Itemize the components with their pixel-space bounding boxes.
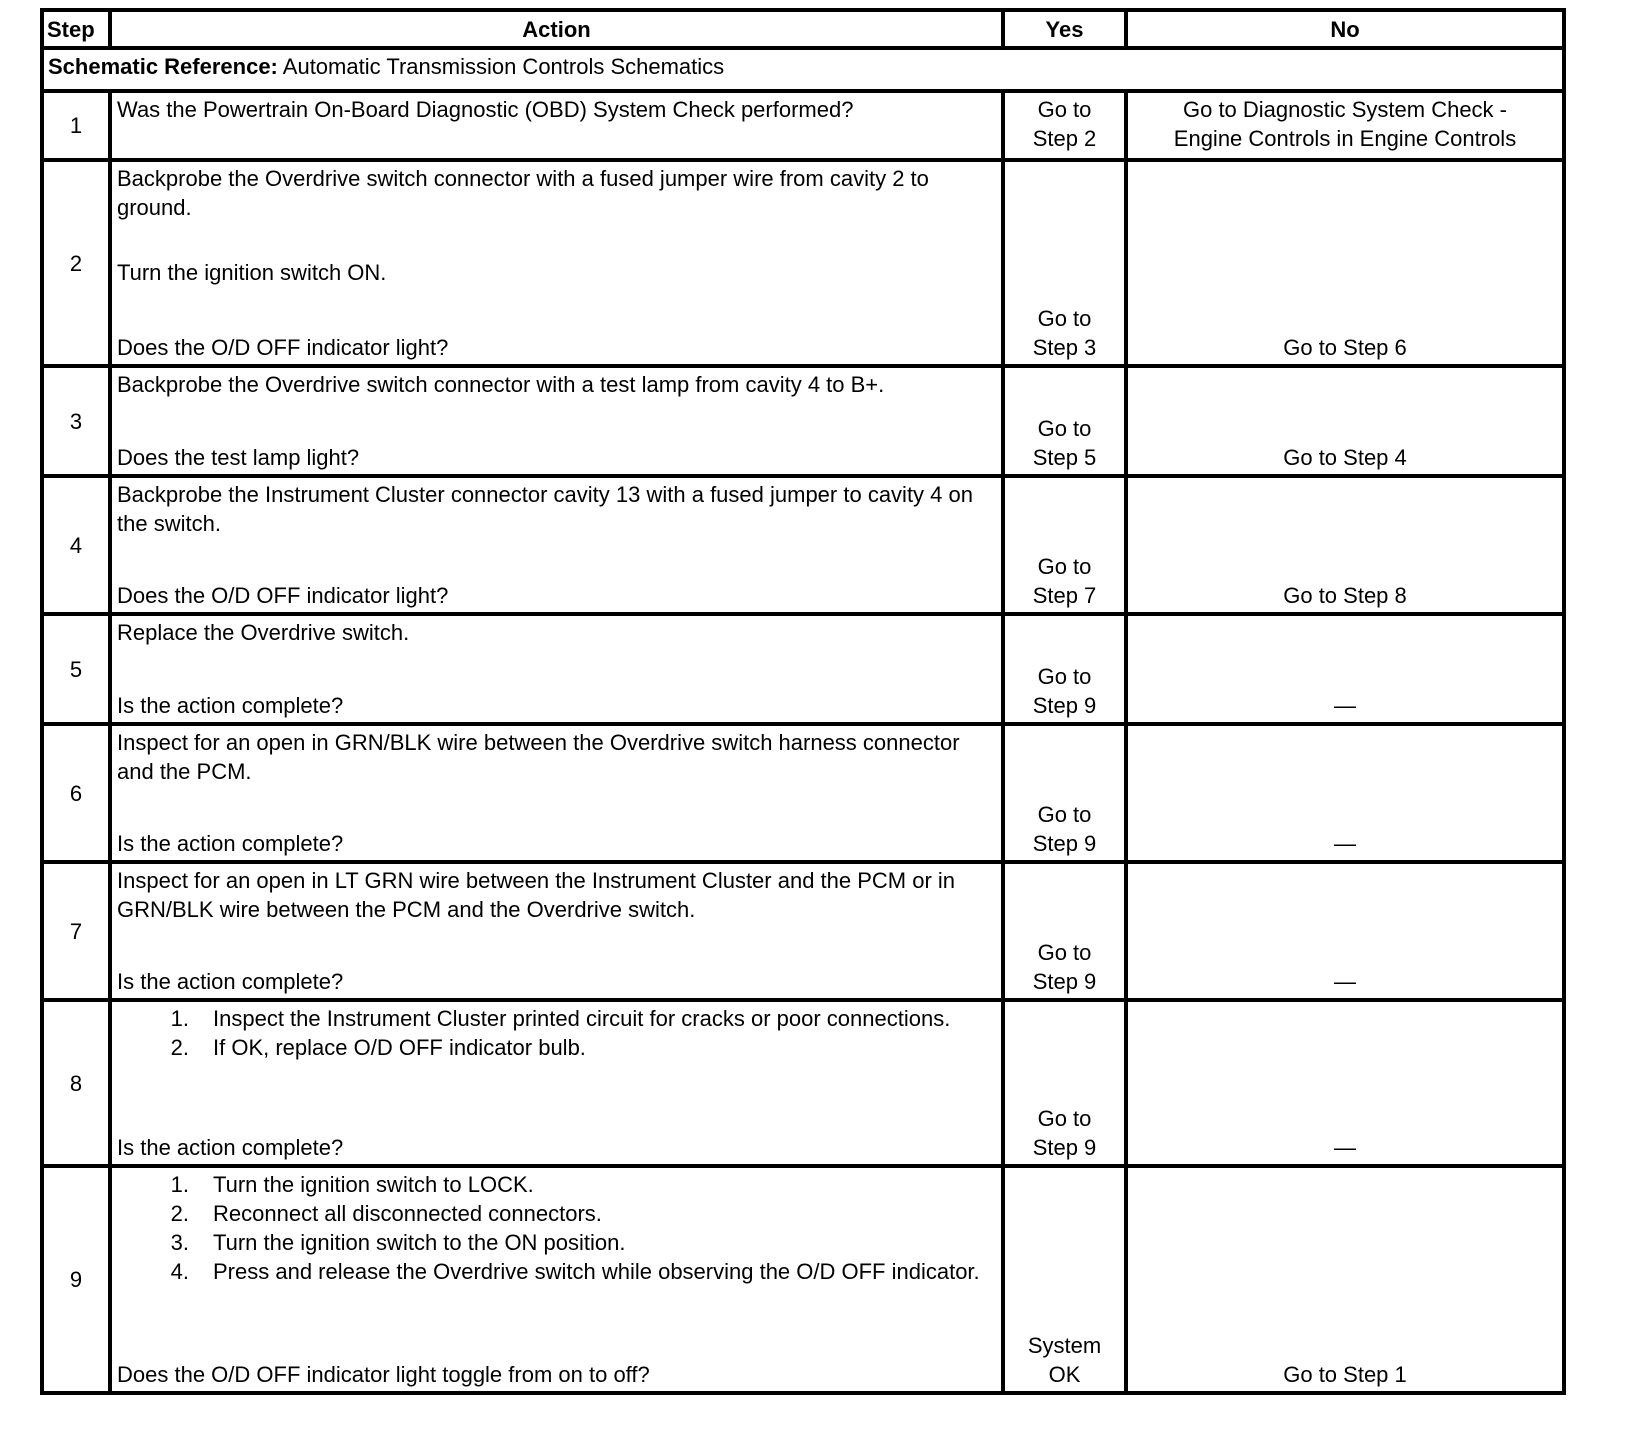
action-question: Does the O/D OFF indicator light? <box>117 583 449 608</box>
action-step-item <box>117 1004 996 1033</box>
action-question: Is the action complete? <box>117 1135 344 1160</box>
action-content <box>117 1170 996 1389</box>
action-content <box>117 1004 996 1162</box>
action-cell <box>110 614 1003 724</box>
table-row <box>42 724 1564 862</box>
action-step-text: If OK, replace O/D OFF indicator bulb. <box>213 1035 586 1060</box>
action-cell <box>110 1000 1003 1166</box>
no-cell: — <box>1126 1000 1564 1166</box>
yes-cell: Go to Step 2 <box>1003 91 1126 160</box>
yes-cell: Go to Step 3 <box>1003 160 1126 366</box>
yes-cell: Go to Step 5 <box>1003 366 1126 476</box>
header-row <box>42 10 1564 48</box>
header-action: Action <box>110 10 1003 48</box>
action-step-number: 4. <box>170 1259 189 1284</box>
action-paragraph: Backprobe the Overdrive switch connector with a test lamp from cavity 4 to B+. <box>117 372 885 397</box>
step-number: 6 <box>42 724 110 862</box>
action-step-text: Inspect the Instrument Cluster printed circuit for cracks or poor connections. <box>213 1006 951 1031</box>
action-cell <box>110 862 1003 1000</box>
action-step-text: Turn the ignition switch to LOCK. <box>213 1172 534 1197</box>
action-step-number: 3. <box>170 1230 189 1255</box>
no-cell: Go to Step 4 <box>1126 366 1564 476</box>
no-cell: Go to Step 8 <box>1126 476 1564 614</box>
schematic-reference-row <box>42 48 1564 91</box>
schematic-text: Automatic Transmission Controls Schematics <box>277 54 725 79</box>
action-step-number: 2. <box>170 1201 189 1226</box>
action-step-text: Press and release the Overdrive switch while observing the O/D OFF indicator. <box>213 1259 980 1284</box>
step-number: 8 <box>42 1000 110 1166</box>
action-steps-list <box>117 1004 996 1062</box>
step-number: 7 <box>42 862 110 1000</box>
action-content <box>117 164 996 362</box>
yes-cell: Go to Step 9 <box>1003 1000 1126 1166</box>
no-cell: — <box>1126 724 1564 862</box>
action-content <box>117 866 996 996</box>
action-paragraph: Inspect for an open in LT GRN wire between the Instrument Cluster and the PCM or in GRN/BLK wire between the PCM and the Overdrive switch. <box>117 868 956 922</box>
step-number: 5 <box>42 614 110 724</box>
action-question: Does the O/D OFF indicator light toggle from on to off? <box>117 1362 650 1387</box>
action-step-text: Turn the ignition switch to the ON position. <box>213 1230 626 1255</box>
action-paragraph: Was the Powertrain On-Board Diagnostic (OBD) System Check performed? <box>117 97 854 122</box>
action-question: Does the test lamp light? <box>117 445 360 470</box>
table-row <box>42 91 1564 160</box>
table-row <box>42 476 1564 614</box>
step-number: 3 <box>42 366 110 476</box>
table-row <box>42 1000 1564 1166</box>
action-cell <box>110 724 1003 862</box>
table-row <box>42 862 1564 1000</box>
action-question: Does the O/D OFF indicator light? <box>117 335 449 360</box>
action-cell <box>110 91 1003 160</box>
action-question: Is the action complete? <box>117 693 344 718</box>
action-content <box>117 480 996 610</box>
action-content <box>117 370 996 472</box>
no-cell: Go to Step 1 <box>1126 1166 1564 1393</box>
action-step-number: 1. <box>170 1006 189 1031</box>
action-cell <box>110 476 1003 614</box>
action-step-item <box>117 1170 996 1199</box>
action-paragraph: Replace the Overdrive switch. <box>117 620 410 645</box>
action-paragraph: Backprobe the Overdrive switch connector with a fused jumper wire from cavity 2 to ground. <box>117 166 929 220</box>
action-question: Is the action complete? <box>117 831 344 856</box>
yes-cell: System OK <box>1003 1166 1126 1393</box>
header-yes: Yes <box>1003 10 1126 48</box>
table-row <box>42 1166 1564 1393</box>
step-number: 2 <box>42 160 110 366</box>
action-content <box>117 95 996 156</box>
step-number: 4 <box>42 476 110 614</box>
action-cell <box>110 366 1003 476</box>
header-step: Step <box>42 10 110 48</box>
action-cell <box>110 160 1003 366</box>
action-step-item <box>117 1199 996 1228</box>
no-cell: — <box>1126 862 1564 1000</box>
no-cell: — <box>1126 614 1564 724</box>
action-content <box>117 618 996 720</box>
schematic-label: Schematic Reference: <box>48 54 278 79</box>
no-cell: Go to Step 6 <box>1126 160 1564 366</box>
action-question: Is the action complete? <box>117 969 344 994</box>
action-step-item <box>117 1257 996 1286</box>
no-cell: Go to Diagnostic System Check - Engine Controls in Engine Controls <box>1126 91 1564 160</box>
yes-cell: Go to Step 7 <box>1003 476 1126 614</box>
action-content <box>117 728 996 858</box>
action-step-item <box>117 1228 996 1257</box>
yes-cell: Go to Step 9 <box>1003 614 1126 724</box>
diagnostic-table <box>40 8 1566 1395</box>
yes-cell: Go to Step 9 <box>1003 862 1126 1000</box>
action-steps-list <box>117 1170 996 1286</box>
yes-cell: Go to Step 9 <box>1003 724 1126 862</box>
action-paragraph: Backprobe the Instrument Cluster connector cavity 13 with a fused jumper to cavity 4 on the switch. <box>117 482 973 536</box>
table-row <box>42 366 1564 476</box>
step-number: 9 <box>42 1166 110 1393</box>
step-number: 1 <box>42 91 110 160</box>
table-row <box>42 160 1564 366</box>
action-cell <box>110 1166 1003 1393</box>
action-step-item <box>117 1033 996 1062</box>
action-paragraph: Inspect for an open in GRN/BLK wire between the Overdrive switch harness connector and the PCM. <box>117 730 960 784</box>
header-no: No <box>1126 10 1564 48</box>
action-step-number: 1. <box>170 1172 189 1197</box>
table-row <box>42 614 1564 724</box>
action-paragraph: Turn the ignition switch ON. <box>117 260 387 285</box>
action-step-number: 2. <box>170 1035 189 1060</box>
action-step-text: Reconnect all disconnected connectors. <box>213 1201 602 1226</box>
